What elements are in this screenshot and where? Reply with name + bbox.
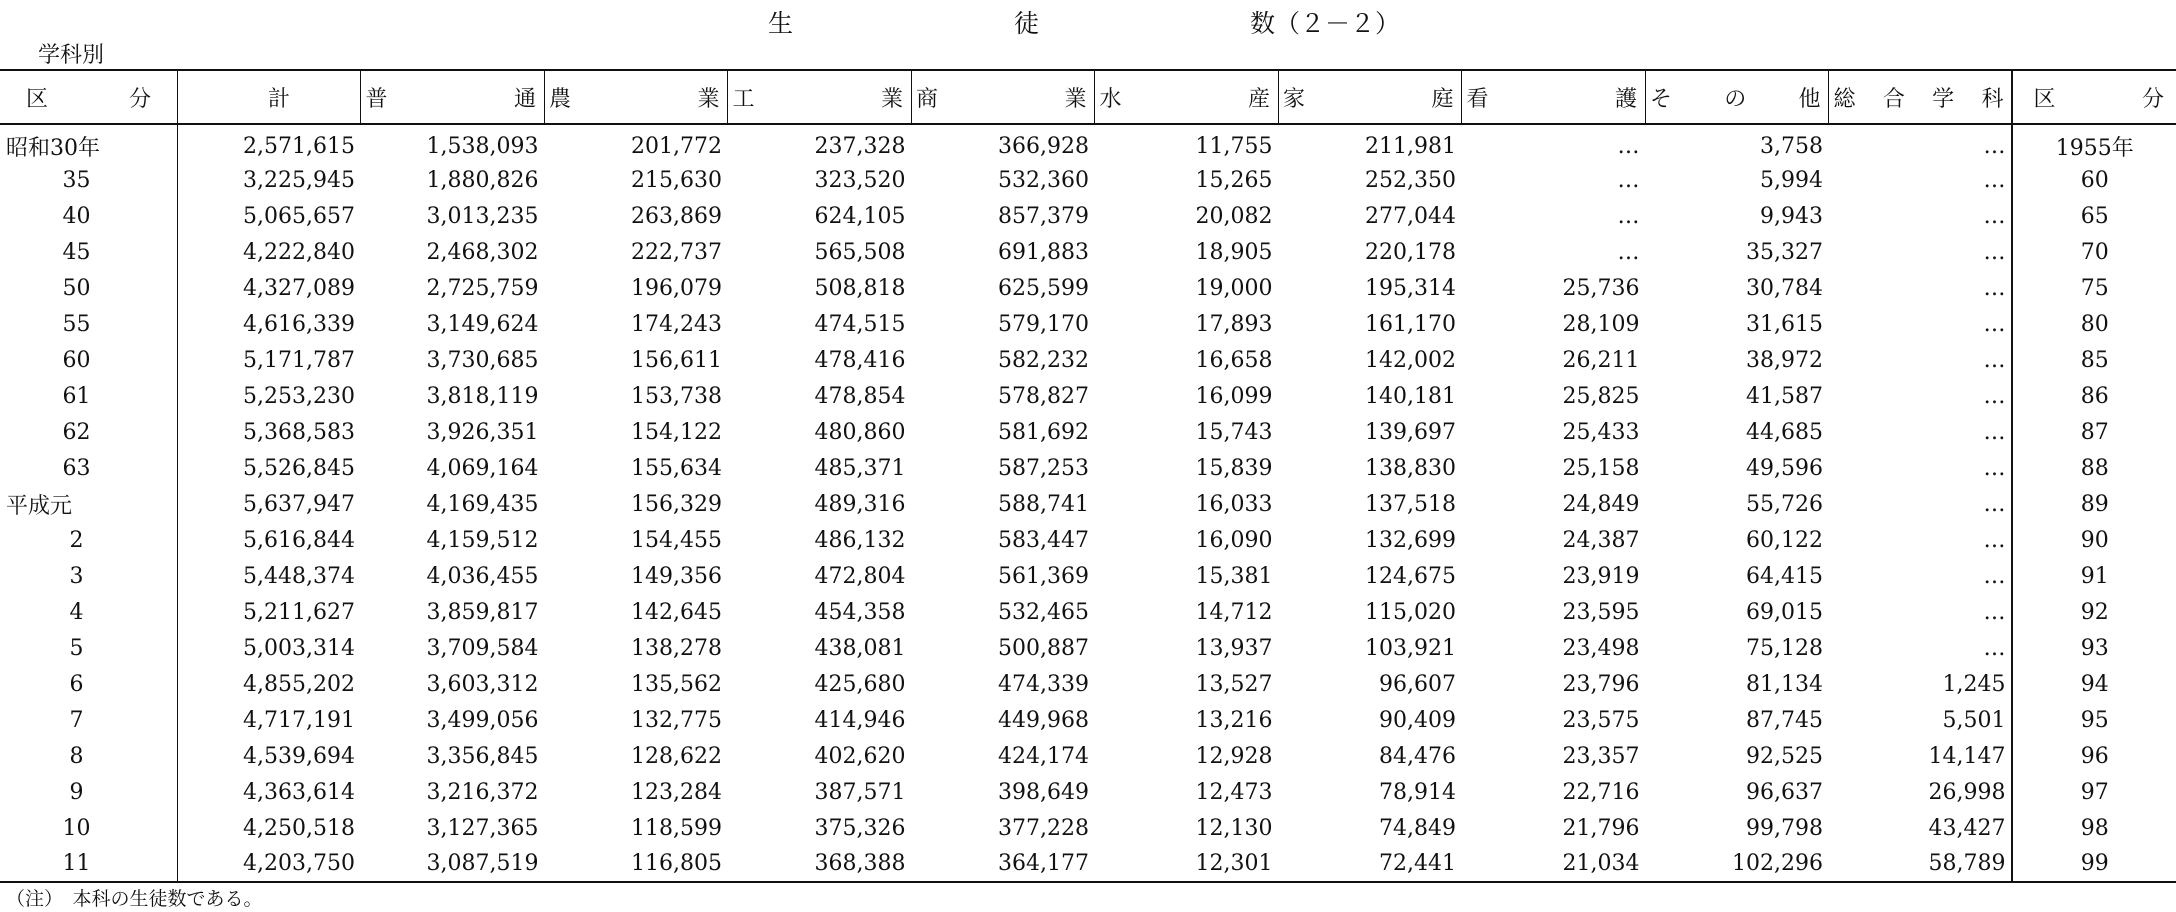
cell-value: 532,360 [998, 167, 1089, 193]
cell-value: 92,525 [1746, 743, 1823, 769]
table-row [0, 486, 2176, 522]
cell-value: 124,675 [1365, 563, 1456, 589]
cell-value: 15,265 [1195, 167, 1273, 193]
cell-value: 5,003,314 [177, 630, 361, 666]
data-table [0, 69, 2176, 883]
cell-value: 454,358 [814, 599, 906, 625]
cell-value: 5,065,657 [177, 198, 361, 234]
cell-value: 4,250,518 [177, 810, 361, 846]
row-label: 昭和30年 [6, 136, 100, 161]
cell-value: 4,363,614 [177, 774, 361, 810]
cell-value: 5,448,374 [177, 558, 361, 594]
row-year: 95 [2012, 702, 2176, 738]
table-row [0, 810, 2176, 846]
cell-value: 12,473 [1195, 779, 1273, 805]
cell-value: 16,099 [1195, 383, 1273, 409]
cell-value: 115,020 [1365, 599, 1456, 625]
cell-value: 17,893 [1195, 311, 1273, 337]
cell-value: 579,170 [998, 311, 1089, 337]
table-row [0, 270, 2176, 306]
table-row [0, 234, 2176, 270]
cell-value: 402,620 [814, 743, 906, 769]
cell-value: 4,036,455 [426, 563, 539, 589]
cell-value: … [1983, 635, 2006, 661]
cell-value: 500,887 [998, 635, 1089, 661]
cell-value: 55,726 [1746, 491, 1823, 517]
cell-value: 103,921 [1365, 635, 1456, 661]
cell-value: 263,869 [631, 203, 722, 229]
cell-value: 277,044 [1365, 203, 1456, 229]
cell-value: 3,818,119 [426, 383, 539, 409]
cell-value: 4,855,202 [177, 666, 361, 702]
cell-value: 565,508 [814, 239, 906, 265]
row-year: 98 [2012, 810, 2176, 846]
row-label: 10 [62, 815, 91, 841]
cell-value: 581,692 [998, 419, 1089, 445]
cell-value: 123,284 [631, 779, 722, 805]
cell-value: 3,216,372 [426, 779, 539, 805]
row-label: 11 [0, 846, 177, 882]
cell-value: 15,381 [1195, 563, 1273, 589]
title-char-2: 徒 [1014, 9, 1040, 38]
cell-value: 137,518 [1365, 491, 1456, 517]
cell-value: 132,699 [1365, 527, 1456, 553]
col-header-total: 計 [177, 70, 361, 124]
cell-value: 138,278 [631, 635, 722, 661]
table-row [0, 198, 2176, 234]
cell-value: 9,943 [1760, 203, 1823, 229]
row-year: 96 [2012, 738, 2176, 774]
cell-value: 3,499,056 [426, 707, 539, 733]
cell-value: 4,327,089 [177, 270, 361, 306]
cell-value: 140,181 [1365, 383, 1456, 409]
cell-value: … [1983, 167, 2006, 193]
cell-value: 252,350 [1365, 167, 1456, 193]
row-year: 86 [2012, 378, 2176, 414]
cell-value: 3,356,845 [426, 743, 539, 769]
table-row [0, 702, 2176, 738]
cell-value: 857,379 [998, 203, 1089, 229]
cell-value: 3,149,624 [426, 311, 539, 337]
cell-value: 485,371 [814, 455, 906, 481]
cell-value: 4,169,435 [426, 491, 539, 517]
cell-value: 25,736 [1562, 275, 1640, 301]
cell-value: 4,222,840 [177, 234, 361, 270]
cell-value: 13,527 [1195, 671, 1273, 697]
cell-value: 5,368,583 [177, 414, 361, 450]
cell-value: 49,596 [1746, 455, 1823, 481]
col-header-agriculture: 農 業 [544, 70, 728, 124]
table-body [0, 124, 2176, 882]
row-label: 62 [62, 419, 91, 445]
cell-value: 478,854 [814, 383, 906, 409]
row-label: 5 [69, 635, 84, 661]
cell-value: 128,622 [631, 743, 722, 769]
header-row [0, 70, 2176, 124]
cell-value: … [1983, 134, 2006, 159]
cell-value: 472,804 [814, 563, 906, 589]
row-label: 3 [69, 563, 84, 589]
footnote: （注） 本科の生徒数である。 [6, 888, 263, 910]
cell-value: 561,369 [998, 563, 1089, 589]
table-row [0, 414, 2176, 450]
cell-value: 174,243 [631, 311, 722, 337]
cell-value: 153,738 [631, 383, 722, 409]
cell-value: 96,637 [1746, 779, 1823, 805]
row-label: 45 [62, 239, 91, 265]
cell-value: 38,972 [1746, 347, 1823, 373]
cell-value: 625,599 [998, 275, 1089, 301]
cell-value: 438,081 [814, 635, 906, 661]
col-header-commerce: 商 業 [911, 70, 1095, 124]
cell-value: 142,002 [1365, 347, 1456, 373]
cell-value: 72,441 [1278, 846, 1462, 882]
table-row [0, 738, 2176, 774]
row-label: 7 [69, 707, 84, 733]
cell-value: 478,416 [814, 347, 906, 373]
cell-value: 11,755 [1195, 134, 1273, 159]
cell-value: 508,818 [814, 275, 906, 301]
cell-value: 43,427 [1928, 815, 2006, 841]
cell-value: 3,087,519 [361, 846, 545, 882]
cell-value: 102,296 [1645, 846, 1829, 882]
row-year: 85 [2012, 342, 2176, 378]
cell-value: 41,587 [1746, 383, 1823, 409]
cell-value: 3,730,685 [426, 347, 539, 373]
cell-value: 196,079 [631, 275, 722, 301]
table-row [0, 162, 2176, 198]
cell-value: … [1617, 134, 1640, 159]
cell-value: … [1983, 455, 2006, 481]
table-row [0, 774, 2176, 810]
cell-value: 12,130 [1195, 815, 1273, 841]
row-year: 99 [2012, 846, 2176, 882]
cell-value: 4,539,694 [177, 738, 361, 774]
cell-value: 44,685 [1746, 419, 1823, 445]
table-row [0, 846, 2176, 882]
cell-value: … [1617, 167, 1640, 193]
row-year: 97 [2012, 774, 2176, 810]
cell-value: 161,170 [1365, 311, 1456, 337]
table-row [0, 666, 2176, 702]
cell-value: 12,301 [1095, 846, 1279, 882]
row-label: 60 [62, 347, 91, 373]
cell-value: 5,253,230 [177, 378, 361, 414]
row-label: 4 [69, 599, 84, 625]
cell-value: … [1983, 491, 2006, 517]
cell-value: 74,849 [1379, 815, 1456, 841]
cell-value: 25,825 [1562, 383, 1640, 409]
row-year: 60 [2012, 162, 2176, 198]
cell-value: … [1983, 563, 2006, 589]
cell-value: 368,388 [728, 846, 912, 882]
cell-value: 13,937 [1195, 635, 1273, 661]
cell-value: … [1983, 383, 2006, 409]
cell-value: 26,211 [1562, 347, 1640, 373]
cell-value: 2,468,302 [426, 239, 539, 265]
cell-value: 215,630 [631, 167, 722, 193]
cell-value: 31,615 [1746, 311, 1823, 337]
cell-value: 155,634 [631, 455, 722, 481]
cell-value: 90,409 [1379, 707, 1456, 733]
cell-value: 21,796 [1562, 815, 1640, 841]
cell-value: 135,562 [631, 671, 722, 697]
cell-value: 5,171,787 [177, 342, 361, 378]
col-header-integrated: 総合学科 [1829, 70, 2013, 124]
cell-value: 449,968 [998, 707, 1089, 733]
row-year: 65 [2012, 198, 2176, 234]
row-year: 91 [2012, 558, 2176, 594]
cell-value: 156,611 [631, 347, 722, 373]
cell-value: 84,476 [1379, 743, 1456, 769]
row-year: 70 [2012, 234, 2176, 270]
cell-value: 14,712 [1195, 599, 1273, 625]
row-year: 94 [2012, 666, 2176, 702]
cell-value: … [1983, 239, 2006, 265]
cell-value: 64,415 [1746, 563, 1823, 589]
cell-value: 2,571,615 [177, 124, 361, 162]
cell-value: 211,981 [1365, 134, 1456, 159]
title-char-3: 数（２－２） [1250, 9, 1401, 38]
cell-value: 81,134 [1746, 671, 1823, 697]
cell-value: 24,849 [1562, 491, 1640, 517]
table-row [0, 630, 2176, 666]
cell-value: 4,203,750 [177, 846, 361, 882]
table-row [0, 450, 2176, 486]
cell-value: 237,328 [814, 134, 906, 159]
row-label: 50 [62, 275, 91, 301]
cell-value: 142,645 [631, 599, 722, 625]
cell-value: 474,339 [998, 671, 1089, 697]
cell-value: 30,784 [1746, 275, 1823, 301]
cell-value: 15,743 [1195, 419, 1273, 445]
cell-value: 220,178 [1365, 239, 1456, 265]
cell-value: 4,159,512 [426, 527, 539, 553]
cell-value: 23,919 [1562, 563, 1640, 589]
cell-value: … [1617, 203, 1640, 229]
col-header-category-year: 区 分 [2012, 70, 2176, 124]
cell-value: … [1983, 311, 2006, 337]
cell-value: 588,741 [998, 491, 1089, 517]
cell-value: 25,158 [1562, 455, 1640, 481]
row-label: 35 [62, 167, 91, 193]
cell-value: … [1983, 419, 2006, 445]
table-row [0, 306, 2176, 342]
cell-value: 132,775 [631, 707, 722, 733]
cell-value: 414,946 [814, 707, 906, 733]
cell-value: 587,253 [998, 455, 1089, 481]
cell-value: 480,860 [814, 419, 906, 445]
cell-value: … [1983, 527, 2006, 553]
cell-value: 96,607 [1379, 671, 1456, 697]
cell-value: 4,717,191 [177, 702, 361, 738]
cell-value: 3,013,235 [426, 203, 539, 229]
table-subtitle: 学科別 [38, 43, 105, 68]
cell-value: 154,122 [631, 419, 722, 445]
cell-value: 5,211,627 [177, 594, 361, 630]
cell-value: 5,501 [1942, 707, 2006, 733]
row-label: 9 [69, 779, 84, 805]
cell-value: 364,177 [911, 846, 1095, 882]
cell-value: 486,132 [814, 527, 906, 553]
cell-value: 3,225,945 [177, 162, 361, 198]
cell-value: 23,796 [1562, 671, 1640, 697]
row-label: 61 [62, 383, 91, 409]
cell-value: 87,745 [1746, 707, 1823, 733]
cell-value: 578,827 [998, 383, 1089, 409]
table-row [0, 594, 2176, 630]
title-char-1: 生 [768, 9, 794, 38]
cell-value: … [1983, 203, 2006, 229]
cell-value: 201,772 [631, 134, 722, 159]
cell-value: 375,326 [814, 815, 906, 841]
cell-value: 1,880,826 [426, 167, 539, 193]
cell-value: 23,595 [1562, 599, 1640, 625]
row-year: 90 [2012, 522, 2176, 558]
row-year: 92 [2012, 594, 2176, 630]
cell-value: 474,515 [814, 311, 906, 337]
cell-value: 1,538,093 [426, 134, 539, 159]
cell-value: … [1617, 239, 1640, 265]
cell-value: 5,637,947 [177, 486, 361, 522]
row-year: 89 [2012, 486, 2176, 522]
cell-value: 16,090 [1195, 527, 1273, 553]
table-title [0, 4, 2176, 38]
row-label: 平成元 [6, 493, 73, 519]
cell-value: 2,725,759 [426, 275, 539, 301]
col-header-home-economics: 家 庭 [1278, 70, 1462, 124]
col-header-general: 普 通 [361, 70, 545, 124]
cell-value: 16,033 [1195, 491, 1273, 517]
row-year: 88 [2012, 450, 2176, 486]
cell-value: … [1983, 599, 2006, 625]
cell-value: 398,649 [998, 779, 1089, 805]
cell-value: 25,433 [1562, 419, 1640, 445]
cell-value: 35,327 [1746, 239, 1823, 265]
cell-value: 366,928 [998, 134, 1089, 159]
cell-value: 4,616,339 [177, 306, 361, 342]
cell-value: 21,034 [1462, 846, 1646, 882]
cell-value: 1,245 [1942, 671, 2006, 697]
cell-value: 424,174 [998, 743, 1089, 769]
cell-value: 149,356 [631, 563, 722, 589]
row-year: 87 [2012, 414, 2176, 450]
cell-value: 138,830 [1365, 455, 1456, 481]
table-row [0, 522, 2176, 558]
row-year: 1955年 [2012, 124, 2176, 162]
cell-value: 75,128 [1746, 635, 1823, 661]
cell-value: 23,575 [1562, 707, 1640, 733]
col-header-fisheries: 水 産 [1095, 70, 1279, 124]
row-year: 80 [2012, 306, 2176, 342]
cell-value: 18,905 [1195, 239, 1273, 265]
cell-value: 532,465 [998, 599, 1089, 625]
cell-value: 5,526,845 [177, 450, 361, 486]
cell-value: 489,316 [814, 491, 906, 517]
cell-value: 5,616,844 [177, 522, 361, 558]
row-label: 6 [69, 671, 84, 697]
cell-value: … [1983, 275, 2006, 301]
row-label: 2 [69, 527, 84, 553]
cell-value: 222,737 [631, 239, 722, 265]
cell-value: 12,928 [1195, 743, 1273, 769]
cell-value: 23,357 [1562, 743, 1640, 769]
cell-value: 28,109 [1562, 311, 1640, 337]
cell-value: 20,082 [1195, 203, 1273, 229]
cell-value: 116,805 [544, 846, 728, 882]
cell-value: 3,758 [1760, 134, 1823, 159]
cell-value: 22,716 [1562, 779, 1640, 805]
row-year: 75 [2012, 270, 2176, 306]
cell-value: 23,498 [1562, 635, 1640, 661]
cell-value: 5,994 [1760, 167, 1823, 193]
cell-value: 24,387 [1562, 527, 1640, 553]
cell-value: 582,232 [998, 347, 1089, 373]
table-row [0, 124, 2176, 162]
col-header-category: 区 分 [0, 70, 177, 124]
cell-value: 323,520 [814, 167, 906, 193]
cell-value: 156,329 [631, 491, 722, 517]
cell-value: 118,599 [631, 815, 722, 841]
cell-value: 583,447 [998, 527, 1089, 553]
table-row [0, 378, 2176, 414]
cell-value: 154,455 [631, 527, 722, 553]
cell-value: 377,228 [998, 815, 1089, 841]
cell-value: 691,883 [998, 239, 1089, 265]
cell-value: 624,105 [814, 203, 906, 229]
col-header-industry: 工 業 [728, 70, 912, 124]
cell-value: 3,127,365 [426, 815, 539, 841]
row-label: 55 [62, 311, 91, 337]
cell-value: 195,314 [1365, 275, 1456, 301]
cell-value: 26,998 [1928, 779, 2006, 805]
cell-value: 387,571 [814, 779, 906, 805]
table-row [0, 558, 2176, 594]
cell-value: 16,658 [1195, 347, 1273, 373]
cell-value: 3,859,817 [426, 599, 539, 625]
cell-value: … [1983, 347, 2006, 373]
cell-value: 69,015 [1746, 599, 1823, 625]
cell-value: 3,603,312 [426, 671, 539, 697]
row-year: 93 [2012, 630, 2176, 666]
cell-value: 3,709,584 [426, 635, 539, 661]
cell-value: 139,697 [1365, 419, 1456, 445]
cell-value: 14,147 [1928, 743, 2006, 769]
col-header-nursing: 看 護 [1462, 70, 1646, 124]
row-label: 40 [62, 203, 91, 229]
cell-value: 3,926,351 [426, 419, 539, 445]
row-label: 63 [62, 455, 91, 481]
cell-value: 78,914 [1379, 779, 1456, 805]
cell-value: 13,216 [1195, 707, 1273, 733]
cell-value: 15,839 [1195, 455, 1273, 481]
table-row [0, 342, 2176, 378]
row-label: 8 [69, 743, 84, 769]
cell-value: 58,789 [1829, 846, 2013, 882]
cell-value: 99,798 [1746, 815, 1823, 841]
cell-value: 425,680 [814, 671, 906, 697]
cell-value: 19,000 [1195, 275, 1273, 301]
cell-value: 60,122 [1746, 527, 1823, 553]
col-header-other: そ の 他 [1645, 70, 1829, 124]
cell-value: 4,069,164 [426, 455, 539, 481]
